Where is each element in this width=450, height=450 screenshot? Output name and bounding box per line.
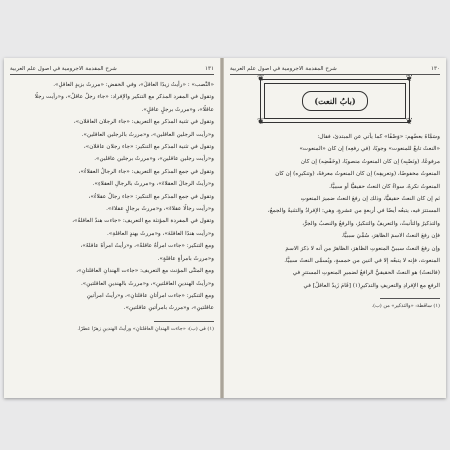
corner-ornament-icon: ❦ [257,117,265,127]
text-line: و«مررتُ بامرأةٍ عاقلةٍ». [157,255,214,262]
text-line: مرفوعًا، (ونَصْبِه) إن كان المنعوتُ منصوبًا، (وخَفْضِه) إن كان [300,158,440,165]
text-line: وتقول في جمع المذكر مع التنكير: «جاء رجالٌ عقلاءُ»، [88,193,214,200]
footnote-rule [380,298,440,299]
text-line: و«رأيت رجلين عاقلين»، و«مررتُ برجلين عاقلين». [94,156,214,163]
left-page-footnotes [10,325,214,333]
page-number: ١٣١ [204,66,214,72]
text-line: عاقلًا»، و«مررتُ برجلٍ عاقلٍ». [141,106,214,113]
text-line: الرفعِ مع الإفرادِ والتعريفِ والتذكيرِ(١) [قَامَ زَيدٌ العاقلُ] في [303,282,440,289]
corner-ornament-icon: ❦ [257,74,265,84]
text-line: و«رأيت هندًا العاقلةَ»، و«مررتُ بهندٍ العاقلةِ». [107,230,214,237]
left-page-header [10,66,214,75]
text-line: المنعوتُ نكرةً، سواءٌ كان النعتُ حقيقيًّا أو سببيًّا. [329,183,440,190]
text-line: و«رأيتُ الهندينِ العاقلتينِ»، و«مررتُ بالهندينِ العاقلتينِ». [80,280,214,287]
right-page [230,66,440,392]
text-line: و«رأيت رجالًا عقلاءَ»، و«مررتُ برجالٍ عقلاءَ». [106,206,214,213]
book-spine [220,58,224,398]
text-line: «النعتُ تابعٌ للمنعوت» وجوبًا، (في رفعِه) إن كان «المنعوت» [299,146,440,153]
text-line: و«رأيت الرجلين العاقلين»، و«مررتُ بالرجلين العاقلين». [81,131,214,138]
text-line: ومع المثنَّى المؤنث مع التعريف: «جاءت الهندانِ العاقلتانِ»، [76,268,214,275]
text-line: وتقول في جمع المذكر مع التعريف: «جاء الرجالُ العقلاءُ»، [78,168,214,175]
left-page-body [10,79,214,315]
footnote: (١) في (ب): «جاءت الهندانِ العاقلتانِ» ورأيتُ الهندينِ زهرًا عطرًا. [77,325,214,332]
text-line: والتذكيرُ والتأنيثُ، والتعريفُ والتنكيرُ، والرفعُ والنصبُ والجرُّ، [302,220,440,227]
footnote: (١) ساقطة: «والتذكير» من (ب). [371,303,440,310]
text-line: ثم إن كان النعتُ حقيقيًّا، وذلك إن رفعَ النعتُ ضميرَ المنعوتِ [300,196,440,203]
text-line: وسَمَّاهُ بعضُهم: «وَصْفًا» كما يأتي عن المبتدئ، فقال: [317,134,440,140]
corner-ornament-icon: ❦ [405,117,413,127]
text-line: فإن رفعَ النعتُ الاسمَ الظاهرَ، سُمِّيَ سببيًّا. [341,233,440,240]
page-number: ١٣٠ [430,66,440,72]
text-line: وتقول في المفردة المؤنثة مع التعريف: «جاءت هندٌ العاقلةُ»، [72,218,214,225]
right-page-body [230,131,440,292]
left-page [10,66,214,392]
running-head: شرح المقدمة الآجرومية في أصول علم العربية [230,66,337,72]
text-line: عاقلتينِ»، و«مررتُ بامرأتينِ عاقلتينِ». [123,305,214,312]
text-line: ومع التنكير: «جاءت امرأةٌ عاقلةٌ»، و«رأيتُ امرأةً عاقلةً»، [80,243,214,250]
text-line: ومع التنكير: «جاءت امرأتانِ عاقلتانِ»، و«رأيتُ امرأتينِ [86,292,214,299]
right-page-footnotes [230,302,440,310]
text-line: المستترَ فيه، يتبعُه أيضًا في أربعةٍ من عشرةٍ، وهي: الإفرادُ والتثنيةُ والجمعُ، [267,208,440,215]
text-line: المنعوتُ مخفوضًا، (وتعريفِه) إن كان المنعوتُ معرفةً، (وتنكيرِه) إن كان [275,171,440,178]
running-head: شرح المقدمة الآجرومية في أصول علم العربية [10,66,117,72]
text-line: وتقول في المفرد المذكر مع التنكير والإفراد: «جاء رجلٌ عاقلٌ»، و«رأيت رجلًا [34,94,214,101]
text-line: المنعوتَ، فإنه لا يتبعُه إلا في اثنين من خمسةٍ، ويُسمَّى النعتُ سببيًّا. [284,258,440,265]
text-line: و«رأيتُ الرجالَ العقلاءَ»، و«مررتُ بالرجالِ العقلاءِ». [92,181,214,188]
chapter-title-frame [257,74,413,127]
text-line: وإن رفعَ النعتُ سببيَّ المنعوتِ الظاهرَ، الظاهرُ من أنه لا ذكرَ الاسمَ [285,245,440,252]
corner-ornament-icon: ❦ [405,74,413,84]
text-line: وتقول في تثنية المذكر مع التعريف: «جاء الرجلان العاقلان»، [73,119,214,126]
text-line: وتقول في تثنية المذكر مع التنكير: «جاء رجلان عاقلان»، [83,144,214,151]
text-line: «النَّصب» : «رأيتُ زيدًا العاقلَ»، وفي الخفض: «مررتُ بزيدٍ العاقلِ». [53,82,214,88]
text-line: (فالنعتُ) هو النعتُ الحقيقيُّ الرافعُ لضميرِ المنعوتِ المستترِ في [292,270,440,277]
section-title: (بابُ النعت) [302,91,368,111]
footnote-rule [154,321,214,322]
